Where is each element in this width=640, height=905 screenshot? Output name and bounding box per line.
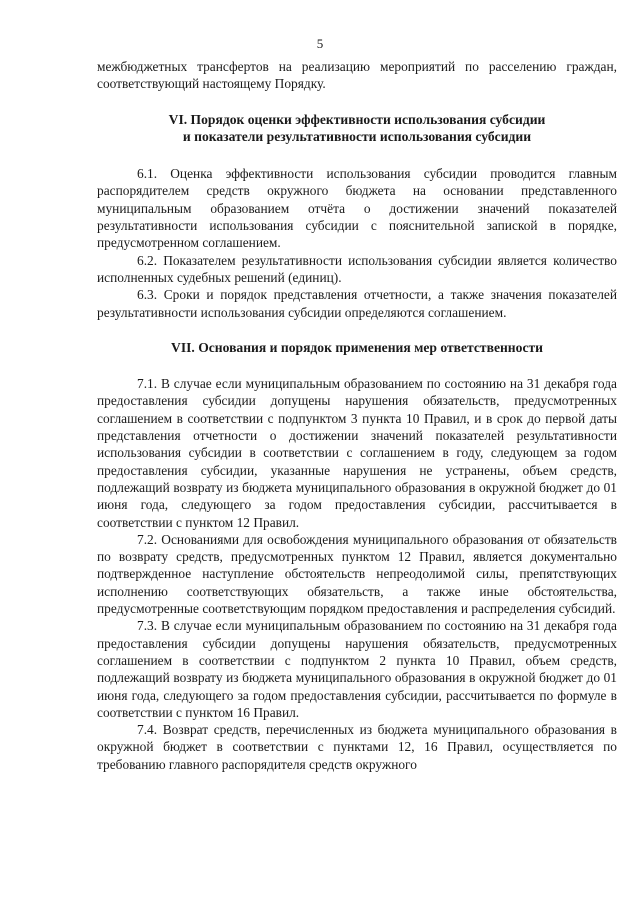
paragraph-7-1: 7.1. В случае если муниципальным образованием по состоянию на 31 декабря года предоставления субсидии допущены нарушения обязательств, предусмотренных соглашением в соответствии с подпунктом 3 пункта 10 Правил, и в срок до первой даты представления отчетности о достижении значений показателей результативности использования субсидии в соответствии с соглашением в году, следующем за годом предоставления субсидии, указанные нарушения не устранены, объем средств, подлежащий возврату из бюджета муниципального образования в окружной бюджет до 01 июня года, следующего за годом предоставления субсидии, рассчитывается в соответствии с пунктом 12 Правил. [97,376,617,530]
section-6-heading-line1: VI. Порядок оценки эффективности использования субсидии [168,111,546,127]
document-body [97,58,617,773]
section-7-heading: VII. Основания и порядок применения мер ответственности [171,339,543,355]
paragraph-6-1: 6.1. Оценка эффективности использования субсидии проводится главным распорядителем средств окружного бюджета на основании представленного муниципальным образованием отчёта о достижении значений показателей результативности использования субсидии с пояснительной запиской в порядке, предусмотренном соглашением. [97,166,617,251]
paragraph-6-2: 6.2. Показателем результативности использования субсидии является количество исполненных судебных решений (единиц). [97,252,617,285]
page-number: 5 [316,36,324,51]
paragraph-7-4: 7.4. Возврат средств, перечисленных из бюджета муниципального образования в окружной бюджет в соответствии с пунктами 12, 16 Правил, осуществляется по требованию главного распорядителя средств окружного [97,722,617,772]
section-6-heading [97,111,617,146]
continuation-paragraph: межбюджетных трансфертов на реализацию мероприятий по расселению граждан, соответствующий настоящему Порядку. [97,59,617,92]
paragraph-7-3: 7.3. В случае если муниципальным образованием по состоянию на 31 декабря года предоставления субсидии допущены нарушения обязательств, предусмотренных соглашением в соответствии с подпунктом 2 пункта 10 Правил, объем средств, подлежащий возврату из бюджета муниципального образования в окружной бюджет до 01 июня года, следующего за годом предоставления субсидии, рассчитывается по формуле в соответствии с пунктом 16 Правил. [97,618,617,720]
paragraph-7-2: 7.2. Основаниями для освобождения муниципального образования от обязательств по возврату средств, предусмотренных пунктом 12 Правил, является документально подтвержденное наступление обстоятельств непреодолимой силы, препятствующих исполнению соответствующих обязательств, а также иные обстоятельства, предусмотренные соответствующим порядком предоставления и распределения субсидий. [97,531,617,617]
section-6-heading-line2: и показатели результативности использования субсидии [182,128,532,144]
paragraph-6-3: 6.3. Сроки и порядок представления отчетности, а также значения показателей результативности использования субсидии определяются соглашением. [97,287,617,320]
